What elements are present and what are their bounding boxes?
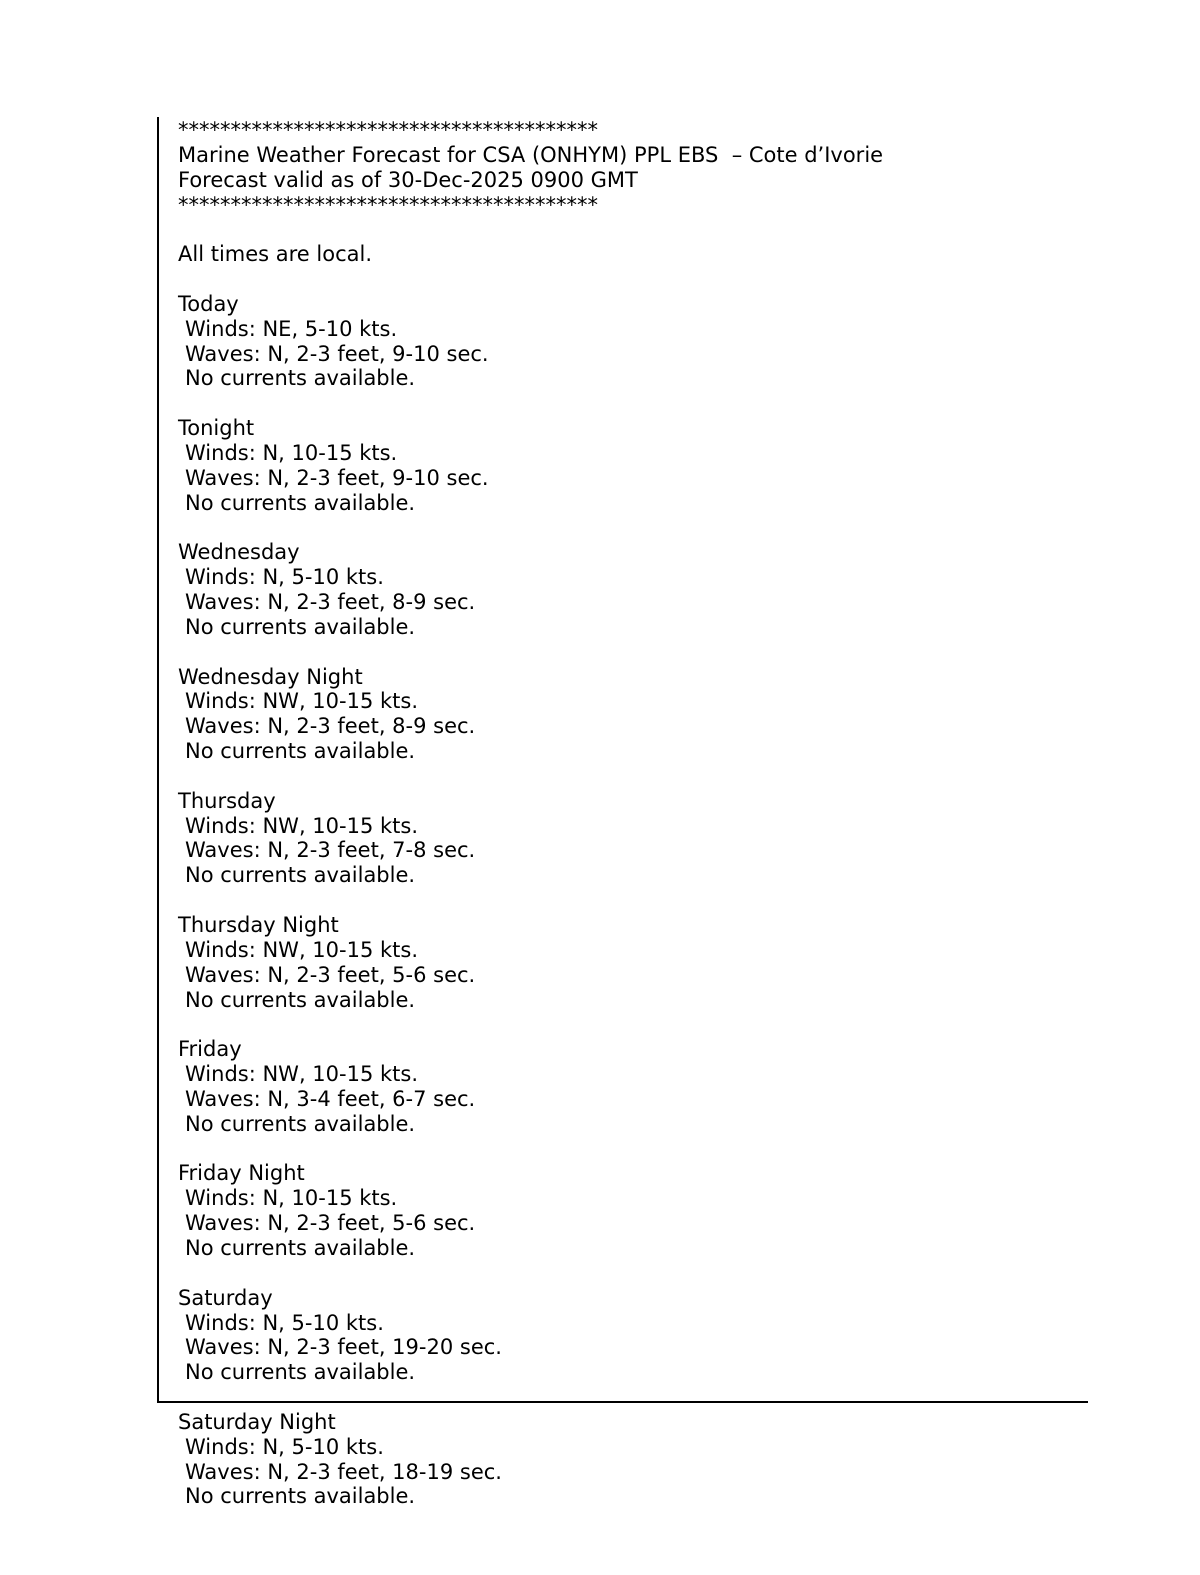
forecast-sections — [178, 292, 883, 1509]
section-day-label: Saturday Night — [178, 1409, 336, 1434]
winds-line: Winds: NW, 10-15 kts. — [185, 813, 418, 838]
divider-top: **************************************** — [178, 118, 598, 142]
forecast-section — [178, 665, 883, 789]
blank-line — [178, 267, 883, 292]
waves-line: Waves: N, 2-3 feet, 5-6 sec. — [185, 962, 476, 987]
currents-line: No currents available. — [185, 490, 416, 515]
waves-line: Waves: N, 2-3 feet, 9-10 sec. — [185, 465, 489, 490]
blank-line — [178, 391, 883, 416]
times-note: All times are local. — [178, 242, 373, 267]
section-day-label: Thursday Night — [178, 913, 339, 937]
blank-line — [178, 1261, 883, 1286]
forecast-section — [178, 292, 883, 416]
forecast-section — [178, 1161, 883, 1285]
forecast-section — [178, 913, 883, 1037]
winds-line: Winds: N, 5-10 kts. — [185, 565, 384, 590]
forecast-section — [178, 789, 883, 913]
waves-line: Waves: N, 2-3 feet, 9-10 sec. — [185, 341, 489, 366]
forecast-section — [178, 1286, 883, 1410]
blank-line — [178, 1137, 883, 1162]
divider-bottom: **************************************** — [178, 192, 598, 217]
section-day-label: Today — [178, 291, 239, 316]
blank-line — [178, 1385, 883, 1410]
waves-line: Waves: N, 2-3 feet, 5-6 sec. — [185, 1211, 476, 1236]
currents-line: No currents available. — [185, 1484, 416, 1509]
frame-left-border — [157, 117, 159, 1403]
section-day-label: Friday Night — [178, 1161, 305, 1186]
waves-line: Waves: N, 2-3 feet, 19-20 sec. — [185, 1335, 502, 1360]
forecast-validity: Forecast valid as of 30-Dec-2025 0900 GMT — [178, 167, 638, 192]
currents-line: No currents available. — [185, 739, 416, 764]
waves-line: Waves: N, 2-3 feet, 8-9 sec. — [185, 590, 476, 615]
section-day-label: Wednesday Night — [178, 664, 363, 689]
section-day-label: Friday — [178, 1037, 242, 1062]
forecast-title: Marine Weather Forecast for CSA (ONHYM) PPL EBS – Cote d’Ivorie — [178, 142, 884, 167]
blank-line — [178, 888, 883, 913]
currents-line: No currents available. — [185, 1360, 416, 1385]
section-day-label: Saturday — [178, 1285, 273, 1310]
waves-line: Waves: N, 2-3 feet, 18-19 sec. — [185, 1459, 502, 1484]
waves-line: Waves: N, 3-4 feet, 6-7 sec. — [185, 1086, 476, 1111]
forecast-text — [178, 118, 883, 1509]
currents-line: No currents available. — [185, 366, 416, 391]
waves-line: Waves: N, 2-3 feet, 8-9 sec. — [185, 714, 476, 739]
winds-line: Winds: N, 5-10 kts. — [185, 1310, 384, 1335]
blank-line — [178, 640, 883, 665]
winds-line: Winds: NW, 10-15 kts. — [185, 1062, 418, 1087]
forecast-section — [178, 540, 883, 664]
currents-line: No currents available. — [185, 987, 416, 1012]
waves-line: Waves: N, 2-3 feet, 7-8 sec. — [185, 838, 476, 863]
forecast-section — [178, 1410, 883, 1509]
blank-line — [178, 1012, 883, 1037]
currents-line: No currents available. — [185, 1111, 416, 1136]
blank-line — [178, 764, 883, 789]
currents-line: No currents available. — [185, 863, 416, 888]
winds-line: Winds: N, 10-15 kts. — [185, 1186, 398, 1211]
forecast-section — [178, 416, 883, 540]
winds-line: Winds: NW, 10-15 kts. — [185, 689, 418, 714]
blank-line — [178, 516, 883, 541]
winds-line: Winds: NW, 10-15 kts. — [185, 937, 418, 962]
section-day-label: Thursday — [178, 788, 276, 813]
winds-line: Winds: NE, 5-10 kts. — [185, 316, 398, 341]
currents-line: No currents available. — [185, 1235, 416, 1260]
blank-line — [178, 217, 883, 242]
forecast-section — [178, 1037, 883, 1161]
section-day-label: Tonight — [178, 416, 255, 441]
currents-line: No currents available. — [185, 614, 416, 639]
winds-line: Winds: N, 10-15 kts. — [185, 440, 398, 465]
winds-line: Winds: N, 5-10 kts. — [185, 1434, 384, 1459]
section-day-label: Wednesday — [178, 540, 300, 565]
